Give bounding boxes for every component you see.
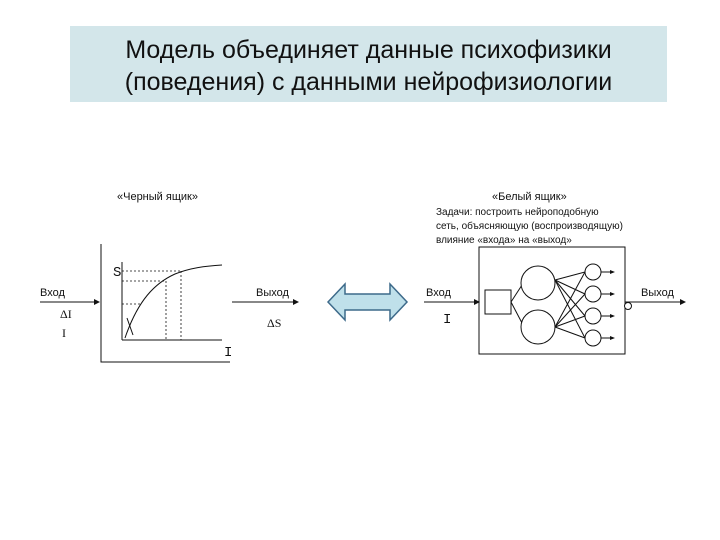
- link-receptor-n1: [511, 285, 522, 302]
- white-box-output-label: Выход: [641, 287, 674, 299]
- black-box-output-delta: ΔS: [267, 316, 282, 330]
- neuron-small-1: [585, 264, 601, 280]
- black-box-input-label: Вход: [40, 287, 65, 299]
- neuron-small-4: [585, 330, 601, 346]
- white-box-output-arrowhead: [680, 299, 686, 305]
- neuron-small-2: [585, 286, 601, 302]
- white-box-task-line1: Задачи: построить нейроподобную: [436, 207, 599, 218]
- white-box-input-label: Вход: [426, 287, 451, 299]
- receptor-square: [485, 290, 511, 314]
- black-box-input-delta: ΔI: [60, 307, 72, 321]
- output-node: [625, 303, 632, 310]
- neuron-large-1: [521, 266, 555, 300]
- black-box-frame: [101, 244, 233, 362]
- title-line-2: (поведения) с данными нейрофизиологии: [124, 68, 613, 96]
- white-box-task-line2: сеть, объясняющую (воспроизводящую): [436, 221, 624, 232]
- graph-curve: [125, 265, 222, 338]
- black-box-heading: «Черный ящик»: [117, 191, 198, 203]
- white-box-task-line3: влияние «входа» на «выход»: [436, 235, 572, 246]
- double-arrow-icon: [328, 284, 407, 320]
- white-box-input-i: I: [443, 312, 452, 328]
- neuron-large-2: [521, 310, 555, 344]
- neuron-output-arrowheads: [610, 270, 615, 340]
- neuron-small-3: [585, 308, 601, 324]
- link-receptor-n2: [511, 302, 522, 323]
- black-box-input-i: I: [62, 326, 66, 340]
- network-connections: [555, 272, 585, 338]
- black-box-output-label: Выход: [256, 287, 289, 299]
- title-line-1: Модель объединяет данные психофизики: [125, 36, 612, 64]
- white-box-heading: «Белый ящик»: [492, 191, 567, 203]
- graph-axis-s: S: [113, 265, 122, 281]
- graph-axis-i: I: [224, 345, 233, 361]
- neuron-output-lines: [601, 272, 612, 338]
- black-box-input-arrowhead: [94, 299, 100, 305]
- black-box-output-arrowhead: [293, 299, 299, 305]
